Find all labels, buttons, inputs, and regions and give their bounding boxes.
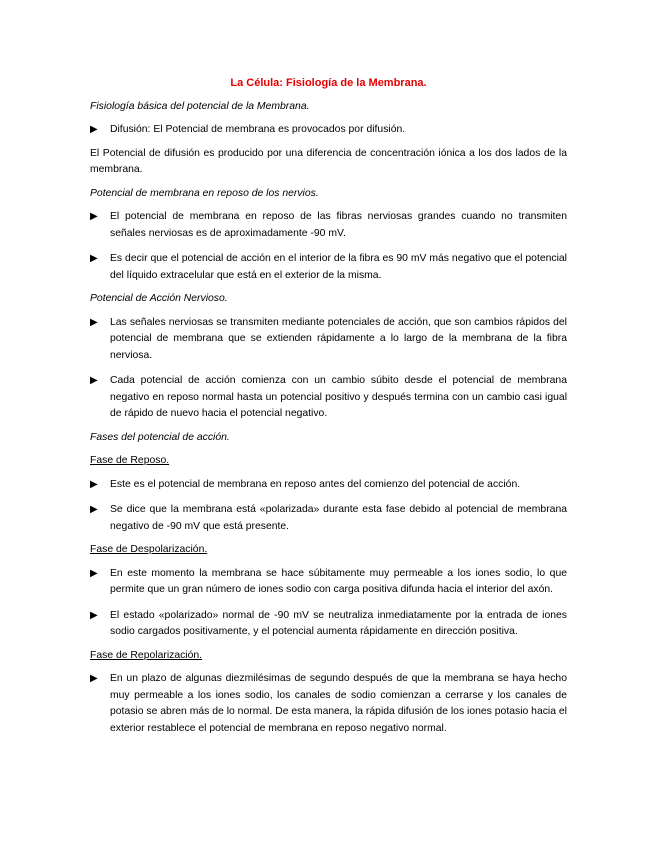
- bullet-item: [90, 122, 567, 139]
- section-heading-potencial-accion: Potencial de Acción Nervioso.: [90, 293, 228, 304]
- bullet-item: [90, 502, 567, 535]
- bullet-text: Se dice que la membrana está «polarizada» durante esta fase debido al potencial de membrana negativo de -90 mV que está presente.: [110, 504, 567, 532]
- section-heading-fases: Fases del potencial de acción.: [90, 431, 230, 443]
- phase-heading-despolarizacion: Fase de Despolarización.: [90, 544, 208, 555]
- bullet-item: [90, 566, 567, 599]
- triangle-bullet-icon: ▶: [90, 253, 98, 264]
- triangle-bullet-icon: ▶: [90, 316, 98, 328]
- bullet-item: [90, 315, 567, 365]
- bullet-text: Este es el potencial de membrana en reposo antes del comienzo del potencial de acción.: [110, 478, 521, 490]
- paragraph: El Potencial de difusión es producido por una diferencia de concentración iónica a los dos lados de la membrana.: [90, 147, 567, 175]
- triangle-bullet-icon: ▶: [90, 375, 98, 386]
- bullet-text: El potencial de membrana en reposo de las fibras nerviosas grandes cuando no transmiten señales nerviosas es de aproximadamente -90 mV.: [110, 211, 567, 239]
- phase-heading-repolarizacion: Fase de Repolarización.: [90, 649, 203, 661]
- bullet-item: [90, 608, 567, 641]
- bullet-text: Difusión: El Potencial de membrana es provocados por difusión.: [110, 124, 406, 135]
- bullet-item: [90, 251, 567, 284]
- triangle-bullet-icon: ▶: [90, 211, 98, 222]
- section-heading-reposo: Potencial de membrana en reposo de los nervios.: [90, 187, 319, 199]
- bullet-item: [90, 373, 567, 423]
- section-heading-fisiologia: Fisiología básica del potencial de la Membrana.: [90, 100, 310, 112]
- page-title: La Célula: Fisiología de la Membrana.: [230, 77, 427, 89]
- bullet-item: [90, 209, 567, 242]
- triangle-bullet-icon: ▶: [90, 567, 98, 579]
- bullet-text: Las señales nerviosas se transmiten mediante potenciales de acción, que son cambios rápidos del potencial de membrana que se extienden rápidamente a lo largo de la membrana de la fibra nerviosa.: [110, 316, 567, 361]
- triangle-bullet-icon: ▶: [90, 124, 98, 135]
- triangle-bullet-icon: ▶: [90, 478, 98, 490]
- bullet-text: En este momento la membrana se hace súbitamente muy permeable a los iones sodio, lo que permite que un gran número de iones sodio con carga positiva difunda hacia el interior del axón.: [110, 567, 567, 595]
- triangle-bullet-icon: ▶: [90, 504, 98, 515]
- triangle-bullet-icon: ▶: [90, 609, 98, 621]
- bullet-item: [90, 671, 567, 737]
- bullet-text: Cada potencial de acción comienza con un cambio súbito desde el potencial de membrana negativo en reposo normal hasta un potencial positivo y después termina con un cambio casi igual de rápido de nuevo hacia el potencial negativo.: [110, 375, 567, 419]
- bullet-text: El estado «polarizado» normal de -90 mV se neutraliza inmediatamente por la entrada de iones sodio cargados positivamente, y el potencial aumenta rápidamente en dirección positiva.: [110, 609, 567, 637]
- triangle-bullet-icon: ▶: [90, 673, 98, 684]
- bullet-text: En un plazo de algunas diezmilésimas de segundo después de que la membrana se haya hecho muy permeable a los iones sodio, los canales de sodio comienzan a cerrarse y los canales de potasio se abren más de lo normal. De esta manera, la rápida difusión de los iones potasio hacia el exterior restablece el potencial de membrana en reposo negativo normal.: [110, 673, 567, 734]
- bullet-item: [90, 477, 567, 494]
- phase-heading-reposo: Fase de Reposo.: [90, 455, 170, 466]
- bullet-text: Es decir que el potencial de acción en el interior de la fibra es 90 mV más negativo que el potencial del líquido extracelular que está en el exterior de la misma.: [110, 253, 567, 281]
